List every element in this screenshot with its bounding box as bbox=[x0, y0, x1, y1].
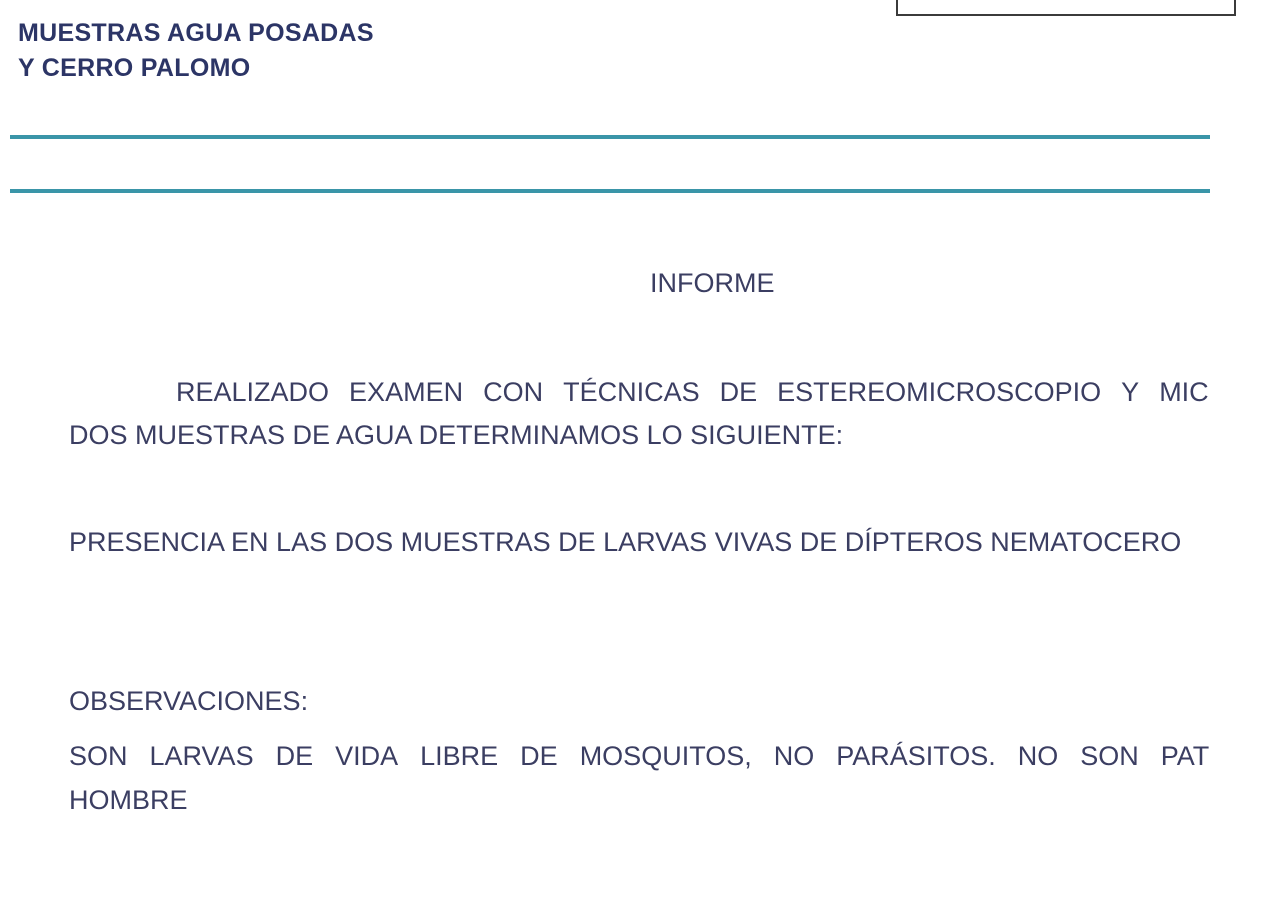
header-divider-top bbox=[10, 135, 1210, 139]
document-header-title bbox=[18, 16, 374, 86]
paragraph-1-word: CON bbox=[483, 377, 544, 407]
observations-word: PARÁSITOS. bbox=[836, 741, 996, 771]
header-title-line-1: MUESTRAS AGUA POSADAS bbox=[18, 19, 374, 47]
observations-word: LIBRE bbox=[420, 741, 499, 771]
observations-word: SON bbox=[69, 741, 128, 771]
paragraph-1-line-1 bbox=[69, 371, 1269, 413]
paragraph-1-word: MIC bbox=[1159, 377, 1209, 407]
report-heading: INFORME bbox=[650, 268, 775, 298]
observations-label: OBSERVACIONES: bbox=[69, 686, 309, 716]
observations-word: LARVAS bbox=[149, 741, 254, 771]
paragraph-1-word: EXAMEN bbox=[349, 377, 464, 407]
paragraph-1-word: DE bbox=[719, 377, 758, 407]
observations-word: VIDA bbox=[335, 741, 399, 771]
paragraph-1-word: TÉCNICAS bbox=[563, 377, 700, 407]
observations-word: NO bbox=[1017, 741, 1059, 771]
header-divider-bottom bbox=[10, 189, 1210, 193]
header-box bbox=[896, 0, 1236, 16]
observations-word: SON bbox=[1080, 741, 1139, 771]
header-title-line-2: Y CERRO PALOMO bbox=[18, 54, 251, 82]
observations-word: MOSQUITOS, bbox=[579, 741, 752, 771]
paragraph-1-word: ESTEREOMICROSCOPIO bbox=[777, 377, 1102, 407]
observations-word: NO bbox=[773, 741, 815, 771]
paragraph-1-word: Y bbox=[1121, 377, 1140, 407]
observations-line-2: HOMBRE bbox=[69, 785, 188, 815]
observations-line-1 bbox=[69, 735, 1231, 777]
observations-word: PAT bbox=[1160, 741, 1210, 771]
paragraph-1-word: REALIZADO bbox=[176, 377, 330, 407]
observations-word: DE bbox=[520, 741, 558, 771]
paragraph-1-line-2: DOS MUESTRAS DE AGUA DETERMINAMOS LO SIGUIENTE: bbox=[69, 420, 844, 450]
paragraph-2: PRESENCIA EN LAS DOS MUESTRAS DE LARVAS VIVAS DE DÍPTEROS NEMATOCERO bbox=[69, 527, 1182, 557]
observations-word: DE bbox=[275, 741, 314, 771]
